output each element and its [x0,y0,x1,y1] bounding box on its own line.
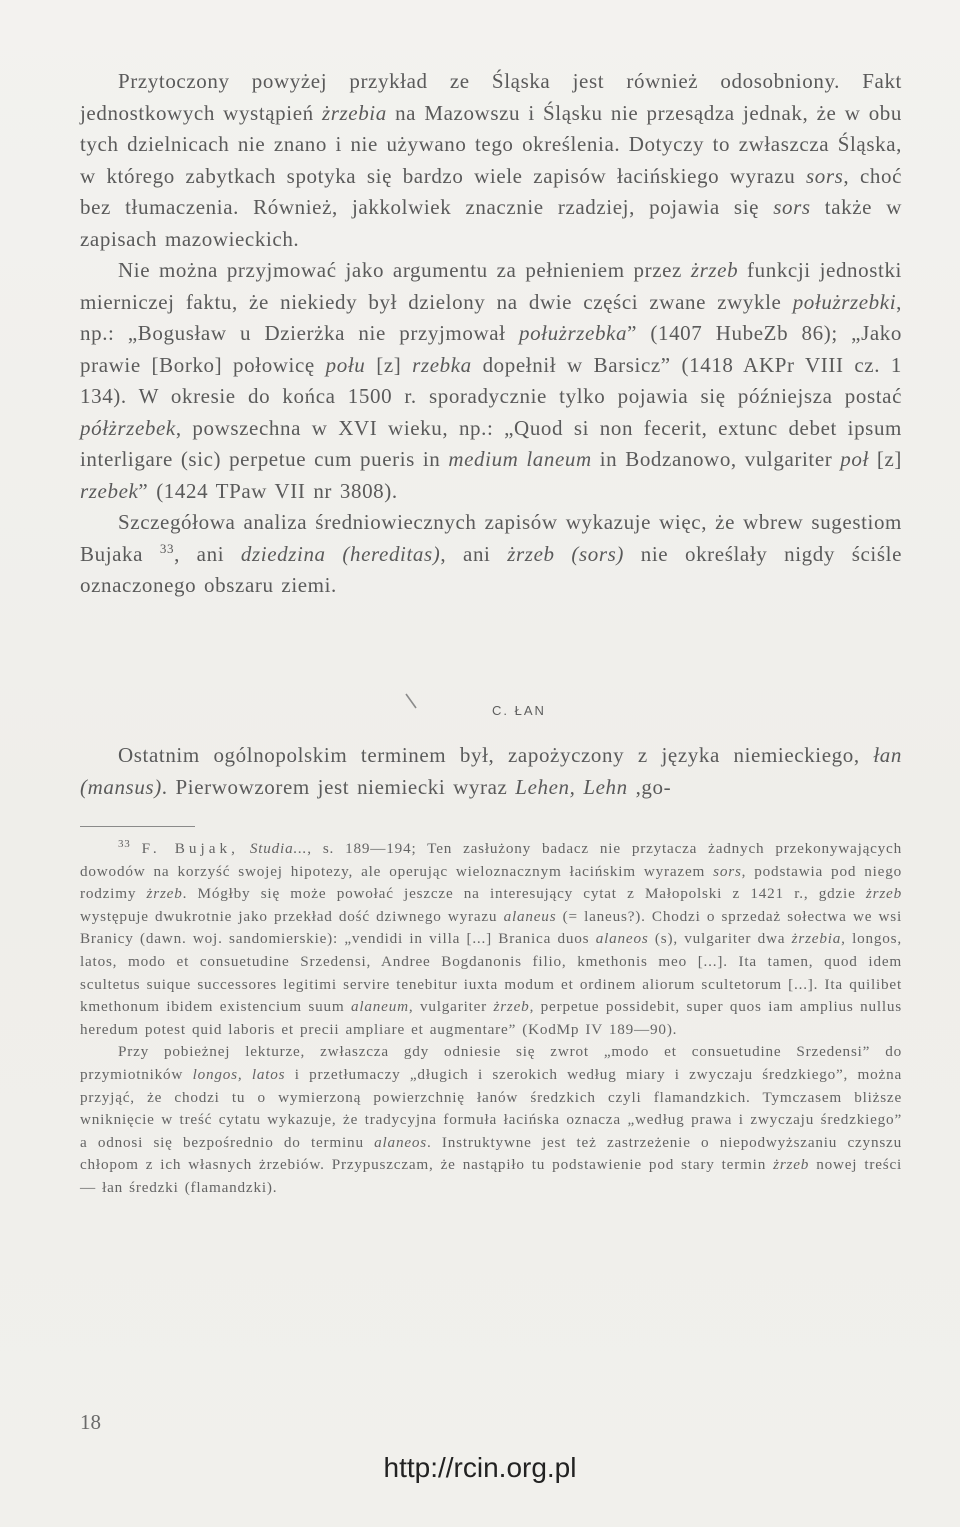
italic-term: longos, latos [192,1065,286,1083]
text-run: Nie można przyjmować jako argumentu za pełnieniem przez [118,258,691,282]
text-run: . Instruktywne jest też zastrzeżenie o niepodwyższaniu czynszu chłopom z ich własnych żrzebiów. Przypuszczam, że nastąpiło tu podstawienie pod stary termin [80,1133,902,1174]
text-run: (s), vulgariter dwa [648,930,792,948]
italic-term: alaneos [595,930,649,948]
text-run: , np.: „Bogusław u Dzierżka nie przyjmował [80,289,902,345]
italic-term: łan (mansus) [80,743,902,799]
footnote-author: F. Bujak, [141,840,239,857]
text-run: , choć bez tłumaczenia. Również, jakkolwiek znacznie rzadziej, pojawia się [80,163,902,219]
text-run: [z] [365,352,413,377]
section-text-block [80,740,902,803]
text-run: Ostatnim ogólnopolskim terminem był, zapożyczony z języka niemieckiego, [118,743,874,767]
footnote-divider [80,826,195,827]
italic-term: Lehen, Lehn [515,774,628,799]
text-run: także w zapisach mazowieckich. [80,195,903,251]
text-run: nowej treści — łan średzki (flamandzki). [80,1156,903,1196]
text-run: ” (1424 TPaw VII nr 3808). [138,478,398,503]
footnotes-block [80,838,902,1200]
text-run: [z] [868,447,902,471]
footnote-marker: 33 [118,837,131,850]
italic-term: alaneus [503,907,557,925]
section-paragraph [80,740,902,803]
italic-term: Studia... [249,840,308,857]
paragraph-1 [80,66,902,255]
text-run: , ani [440,541,508,566]
italic-term: żrzeb [690,258,739,282]
paragraph-2 [80,255,902,507]
italic-term: rzebek [80,478,139,503]
text-run: , ani [174,541,241,566]
italic-term: sors [806,163,844,188]
section-heading: C. ŁAN [492,703,546,718]
text-run: . Mógłby się może powołać jeszcze na interesujący cytat z Małopolski z 1421 r., gdzie [182,885,866,903]
italic-term: alaneos [374,1133,427,1151]
text-run: funkcji jednostki mierniczej faktu, że niekiedy był dzielony na dwie części zwane zwykle [80,258,902,314]
italic-term: żrzebia [321,100,387,125]
main-text-block [80,66,902,602]
text-run: występuje dwukrotnie jako przekład dość dziwnego wyrazu [80,907,504,925]
italic-term: żrzebia [791,930,842,948]
italic-term: sors [773,195,811,219]
italic-term: połużrzebki [792,289,897,314]
text-run: , powszechna w XVI wieku, np.: „Quod si non fecerit, extunc debet ipsum interligare (sic) perpetue cum pueris in [80,415,902,471]
text-run: , s. 189—194; Ten zasłużony badacz nie przytacza żadnych przekonywających dowodów na korzyść swojej hipotezy, ale operując wieloznacznym łacińskim wyrazem [80,840,902,880]
italic-term: połużrzebka [518,321,628,345]
italic-term: żrzeb [493,998,530,1016]
italic-term: dziedzina (hereditas) [240,541,441,566]
italic-term: sors [713,862,742,880]
page-number: 18 [80,1410,101,1434]
text-run: i przetłumaczy „długich i szerokich według miary i zwyczaju średzkiego”, można przyjąć, że chodzi tu o wymierzoną powierzchnię łanów średzkich czyli flamandzkich. Tymczasem bliższe wniknięcie w treść cytatu wykazuje, że tradycyjna formuła łacińska oznacza „według prawa i zwyczaju średzkiego” a odnosi się bezpośrednio do terminu [80,1065,902,1151]
footnote-reference[interactable]: 33 [159,540,175,556]
text-run: , podstawia pod niego rodzimy [80,862,902,903]
text-run: Przy pobieżnej lekturze, zwłaszcza gdy odniesie się zwrot „modo et consuetudine Srzedensi” do przymiotników [80,1043,902,1083]
source-url-link[interactable]: http://rcin.org.pl [383,1452,577,1483]
paragraph-3 [80,507,902,602]
italic-term: rzebka [412,352,472,377]
text-run: dopełnił w Barsicz” (1418 AKPr VIII cz. 1 134). W okresie do końca 1500 r. sporadycznie tylko pojawia się późniejsza postać [80,352,902,408]
text-run: na Mazowszu i Śląsku nie przesądza jednak, że w obu tych dzielnicach nie znano i nie używano tego określenia. Dotyczy to zwłaszcza Śląska, w którego zabytkach spotyka się bardzo wiele zapisów łacińskiego wyrazu [80,100,902,188]
italic-term: żrzeb [773,1156,810,1174]
italic-term: półżrzebek [80,415,176,440]
italic-term: żrzeb [865,885,902,903]
text-run: Szczegółowa analiza średniowiecznych zapisów wykazuje więc, że wbrew sugestiom Bujaka [80,510,902,566]
text-run: . Pierwowzorem jest niemiecki wyraz [161,774,516,799]
text-run: ” (1407 HubeZb 86); „Jako prawie [Borko] połowicę [80,321,902,377]
footnote-33 [80,838,902,1041]
text-run: , perpetue possidebit, super quos iam amplius nullus heredum potest quid laboris et precii ampliare et augmentare” (KodMp IV 189—90). [80,998,903,1038]
text-run: (= laneus?). Chodzi o sprzedaż sołectwa we wsi Branicy (dawn. woj. sandomierskie): „vendidi in villa [...] Branica duos [80,907,902,948]
italic-term: żrzeb (sors) [507,541,624,566]
italic-term: alaneum [350,998,409,1016]
text-run: nie określały nigdy ściśle oznaczonego obszaru ziemi. [80,541,902,597]
italic-term: medium laneum [448,447,592,471]
italic-term: połu [325,352,366,377]
text-run: Przytoczony powyżej przykład ze Śląska jest również odosobniony. Fakt jednostkowych wystąpień [80,69,902,125]
footnote-continuation [80,1041,902,1199]
italic-term: poł [840,447,869,471]
text-run: , vulgariter [408,998,494,1016]
text-run: in Bodzanowo, vulgariter [591,447,841,471]
text-run: , longos, latos, modo et consuetudine Srzedensi, Andree Bogdanonis filio, kmethonis meo [...]. Ita tamen, quod idem scultetus suique successores legitimi servire tenebitur iuxta modum et ordinem aliorum scultetorum [...]. Ita quilibet kmethonum ibidem existencium suum [80,930,902,1016]
italic-term: żrzeb [146,885,183,903]
text-run: ,go- [627,774,672,799]
